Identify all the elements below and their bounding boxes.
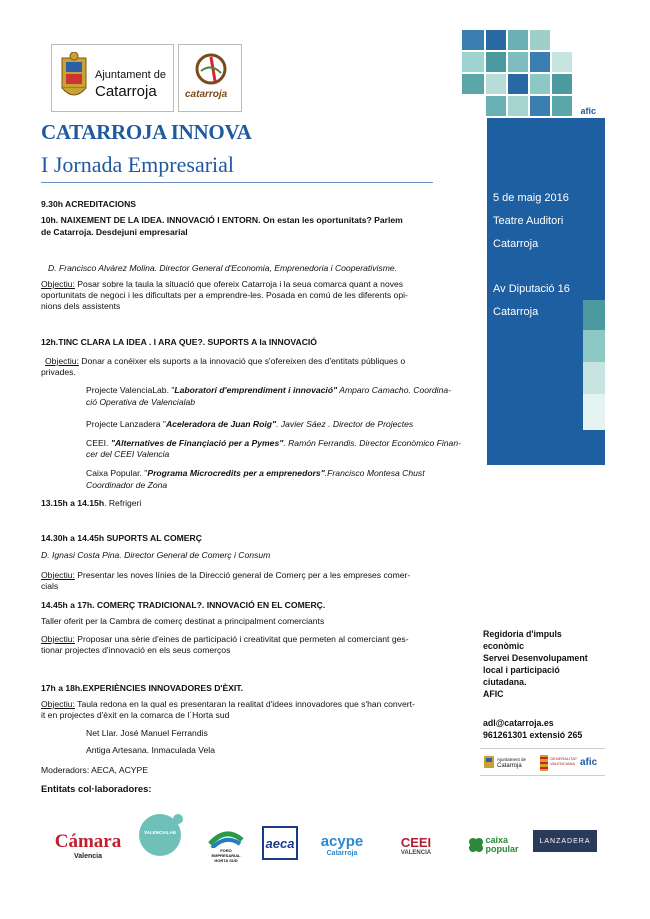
item-naixement-line2: de Catarroja. Desdejuni empresarial [41,227,188,237]
objective-label: Objectiu: [41,634,75,644]
objective-1-line2: oportunitats de negoci i les dificultats per a emprendre-les. Posada en comú de les diferents opi- [41,290,408,300]
speaker-netllar: Net Llar. José Manuel Ferrandis [86,728,208,738]
objective-label: Objectiu: [41,699,75,709]
objective-4-text: Proposar una sèrie d'eines de participació i creativitat que permeten al comerciant ges- [74,634,409,644]
objective-label: Objectiu: [41,279,75,289]
support-valencialab-title: Laboratori d'emprendiment i innovació" [174,385,338,395]
support-lanzadera-pre: Projecte Lanzadera " [86,419,166,429]
support-caixa [86,468,425,479]
objective-2-line2: privades. [41,367,76,377]
objective-1-line3: nions dels assistents [41,301,121,311]
contact-l6: AFIC [483,689,504,699]
caixa-logo [462,820,524,870]
page-title: CATARROJA INNOVA [41,120,252,144]
refrigeri-time: 13.15h a 14.15h [41,498,105,508]
objective-5-text: Taula redona en la qual es presentaran la realitat d'idees innovadores que s'han convert- [74,699,415,709]
refrigeri-text: . Refrigeri [104,498,142,508]
acype-logo [316,820,368,870]
support-ceei [86,438,461,449]
event-city-2: Catarroja [493,306,539,318]
speaker-alvarez: D. Francisco Alvárez Molina. Director General d'Economia, Emprenedoria i Cooperativisme. [48,263,398,273]
mini-ajuntament1: Ajuntament de [497,757,527,762]
ajuntament-line1: Ajuntament de [95,69,166,81]
camara-text: Cámara [54,830,122,852]
foro-text1: FORO [220,847,232,853]
support-ceei-line2: cer del CEEI Valencia [86,449,170,459]
mini-logos [480,748,605,776]
afic-label: afic [577,106,599,116]
contact-l5: ciutadana. [483,677,527,687]
support-ceei-pre: CEEI. [86,438,111,448]
item-experiencies: 17h a 18h.EXPERIÈNCIES INNOVADORES D'ÈXIT. [41,683,243,693]
event-address: Av Diputació 16 [493,283,570,295]
objective-1-text: Posar sobre la taula la situació que ofereix Catarroja i la seua comarca quant a noves [74,279,404,289]
catarroja-logo [178,44,242,112]
item-naixement-line1: 10h. NAIXEMENT DE LA IDEA. INNOVACIÓ I ENTORN. On estan les oportunitats? Parlem [41,215,403,225]
item-refrigeri [41,498,141,509]
objective-label: Objectiu: [41,570,75,580]
ceei-logo [386,820,446,870]
support-lanzadera-speaker: . Javier Sáez . Director de Projectes [276,419,414,429]
acype-sub: Catarroja [326,850,358,857]
objective-3 [41,570,410,581]
caixa-text2: popular [485,844,519,854]
objective-3-text: Presentar les noves línies de la Direcció general de Comerç per a les empreses comer- [74,570,411,580]
contact-email[interactable]: adl@catarroja.es [483,718,554,728]
objective-3-line2: cials [41,581,59,591]
contact-phone: 961261301 extensió 265 [483,730,583,740]
contact-l1: Regidoria d'impuls [483,629,562,639]
support-valencialab-speaker: Amparo Camacho. Coordina- [337,385,451,395]
lanzadera-text: LANZADERA [539,837,591,845]
item-suports-innovacio: 12h.TINC CLARA LA IDEA . I ARA QUE?. SUPORTS A la INNOVACIÓ [41,337,317,347]
objective-4 [41,634,409,645]
objective-1 [41,279,403,290]
item-suports-comerc: 14.30h a 14.45h SUPORTS AL COMERÇ [41,533,202,543]
title-divider [41,182,433,183]
contact-l3: Servei Desenvolupament [483,653,588,663]
valencialab-text: VALENCIALAB [144,830,176,835]
caixa-text1: caixa [485,835,509,845]
foro-logo [205,820,247,870]
support-lanzadera [86,419,413,430]
catarroja-logo-text: catarroja [185,89,228,100]
camara-logo [48,820,128,870]
support-ceei-speaker: . Ramón Ferrandis. Director Econòmico Finan- [283,438,461,448]
objective-5-line2: it en projectes d'èxit en la comarca de l´Horta sud [41,710,230,720]
collaborators-heading: Entitats col·laboradores: [41,783,152,794]
page-subtitle: I Jornada Empresarial [41,152,235,177]
ceei-sub: VALENCIA [400,849,432,856]
valencialab-logo [135,812,185,868]
mini-coat-icon [483,754,495,772]
speaker-antiga: Antiga Artesana. Inmaculada Vela [86,745,215,755]
foro-text2: EMPRESARIAL [211,852,241,858]
foro-icon [208,828,244,848]
mini-ajuntament2: Catarroja [497,763,522,769]
objective-5 [41,699,415,710]
item-comerc-tradicional: 14.45h a 17h. COMERÇ TRADICIONAL?. INNOVACIÓ EN EL COMERÇ. [41,600,326,610]
aeca-logo [262,826,298,860]
ajuntament-logo [51,44,174,112]
event-venue: Teatre Auditori [493,215,564,227]
support-caixa-line2: Coordinador de Zona [86,480,168,490]
objective-2 [45,356,405,367]
contact-l2: econòmic [483,641,525,651]
support-lanzadera-title: Aceleradora de Juan Roig" [165,419,277,429]
lanzadera-logo [533,830,597,852]
taller-description: Taller oferit per la Cambra de comerç destinat a principalment comerciants [41,616,325,626]
mini-afic: afic [580,757,598,768]
camara-sub: Valencia [73,852,103,860]
objective-4-line2: tionar projectes d'innovació en els seus comerços [41,645,231,655]
support-valencialab-line2: ció Operativa de Valencialab [86,397,196,407]
objective-2-text: Donar a conéixer els suports a la innovació que s'ofereixen des d'entitats públiques o [78,356,406,366]
event-date: 5 de maig 2016 [493,192,569,204]
item-acreditacions: 9.30h ACREDITACIONS [41,199,137,209]
valencialab-icon [136,813,184,867]
support-caixa-title: Programa Microcredits per a emprenedors" [147,468,325,478]
objective-label: Objectiu: [45,356,79,366]
support-valencialab [86,385,451,396]
event-city: Catarroja [493,238,539,250]
support-caixa-pre: Caixa Popular. " [86,468,148,478]
acype-text: acype [320,833,364,850]
support-ceei-title: "Alternatives de Finançiació per a Pymes" [110,438,284,448]
speaker-costa: D. Ignasi Costa Pina. Director General de Comerç i Consum [41,550,271,560]
ajuntament-line2: Catarroja [95,83,157,100]
support-caixa-speaker: .Francisco Montesa Chust [324,468,425,478]
support-valencialab-pre: Projecte ValenciaLab. " [86,385,175,395]
moderators: Moderadors: AECA, ACYPE [41,765,148,775]
aeca-text: aeca [265,835,295,851]
generalitat-icon [540,755,548,771]
foro-text3: HORTA SUD [214,857,238,863]
ceei-text: CEEI [400,834,432,850]
caixa-icon [468,837,484,853]
mini-generalitat: GENERALITAT VALENCIANA [550,756,578,766]
catarroja-emblem-icon [191,51,231,87]
coat-of-arms-icon [58,52,90,104]
contact-l4: local i participació [483,665,560,675]
